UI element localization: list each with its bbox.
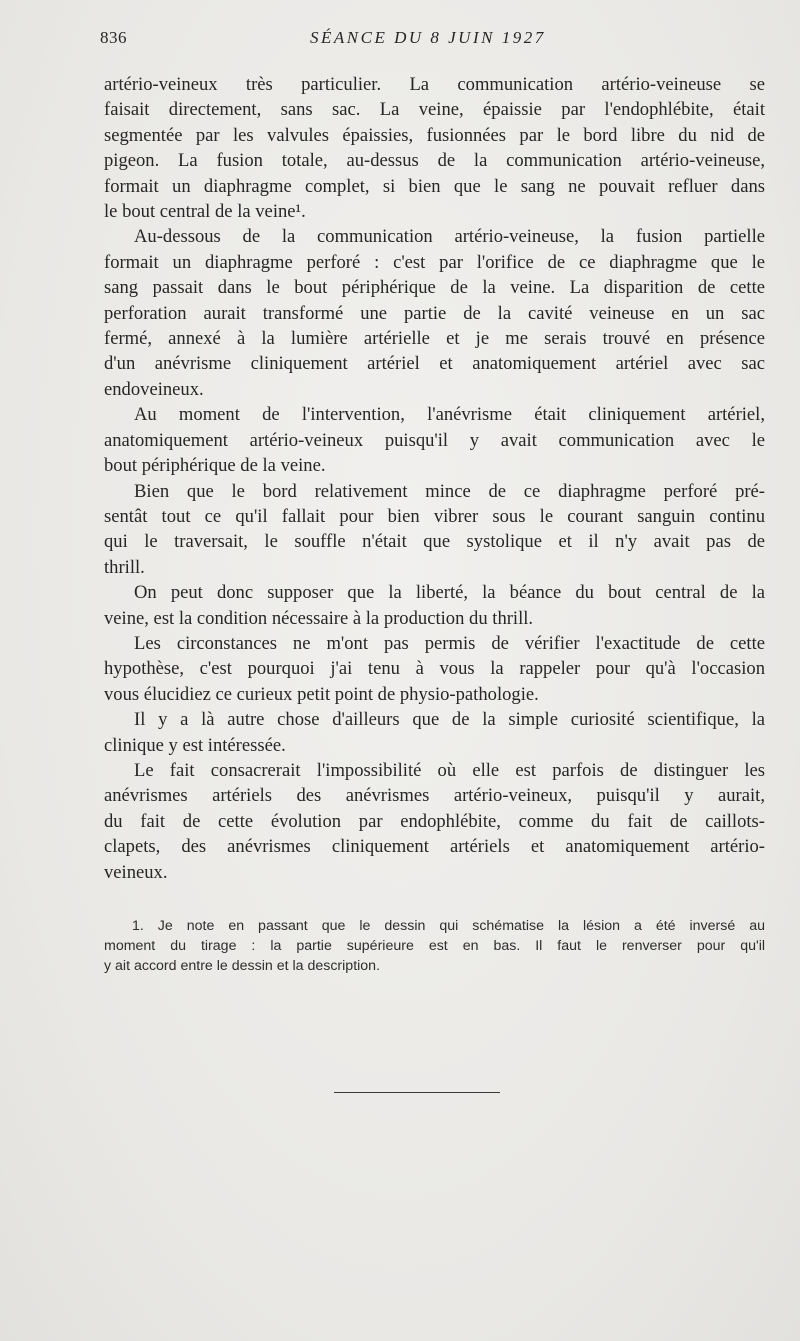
text-line: fermé, annexé à la lumière artérielle et je me serais trouvé en présence	[104, 328, 765, 350]
text-line: Bien que le bord relativement mince de ce diaphragme perforé pré-	[134, 480, 765, 502]
text-line: d'un anévrisme cliniquement artériel et anatomiquement artériel avec sac	[104, 353, 765, 375]
text-line: Il y a là autre chose d'ailleurs que de la simple curiosité scientifique, la	[134, 709, 765, 731]
text-line: formait un diaphragme complet, si bien que le sang ne pouvait refluer dans	[104, 175, 765, 197]
text-line: clapets, des anévrismes cliniquement artériels et anatomiquement artério-	[104, 836, 765, 858]
text-line: sang passait dans le bout périphérique de la veine. La disparition de cette	[104, 277, 765, 299]
running-title: SÉANCE DU 8 JUIN 1927	[310, 28, 546, 47]
text-line: du fait de cette évolution par endophlébite, comme du fait de caillots-	[104, 810, 765, 832]
text-line: thrill.	[104, 556, 145, 578]
text-line: faisait directement, sans sac. La veine, épaissie par l'endophlébite, était	[104, 99, 765, 121]
text-line: perforation aurait transformé une partie de la cavité veineuse en un sac	[104, 302, 765, 324]
text-line: veine, est la condition nécessaire à la production du thrill.	[104, 607, 534, 629]
page-number: 836	[100, 28, 127, 47]
text-line: clinique y est intéressée.	[104, 734, 286, 756]
footnote-line: y ait accord entre le dessin et la description.	[104, 958, 381, 974]
body-text	[104, 72, 765, 885]
text-line: qui le traversait, le souffle n'était que systolique et il n'y avait pas de	[104, 531, 765, 553]
footnote-line: moment du tirage : la partie supérieure est en bas. Il faut le renverser pour qu'il	[104, 938, 765, 954]
text-line: Les circonstances ne m'ont pas permis de vérifier l'exactitude de cette	[134, 632, 765, 654]
text-line: anatomiquement artério-veineux puisqu'il y avait communication avec le	[104, 429, 765, 451]
footnote	[104, 916, 765, 976]
text-line: pigeon. La fusion totale, au-dessus de la communication artério-veineuse,	[104, 150, 765, 172]
text-line: anévrismes artériels des anévrismes artério-veineux, puisqu'il y aurait,	[104, 785, 765, 807]
text-line: vous élucidiez ce curieux petit point de physio-pathologie.	[104, 683, 539, 705]
text-line: bout périphérique de la veine.	[104, 455, 326, 477]
text-line: Le fait consacrerait l'impossibilité où elle est parfois de distinguer les	[134, 759, 765, 781]
text-line: endoveineux.	[104, 378, 204, 400]
text-line: veineux.	[104, 861, 168, 883]
footnote-line: 1. Je note en passant que le dessin qui schématise la lésion a été inversé au	[132, 918, 765, 934]
text-line: On peut donc supposer que la liberté, la béance du bout central de la	[134, 582, 765, 604]
text-line: segmentée par les valvules épaissies, fusionnées par le bord libre du nid de	[104, 124, 765, 146]
text-line: hypothèse, c'est pourquoi j'ai tenu à vous la rappeler pour qu'à l'occasion	[104, 658, 765, 680]
page-header	[100, 28, 766, 54]
text-line: le bout central de la veine¹.	[104, 201, 306, 223]
text-line: formait un diaphragme perforé : c'est par l'orifice de ce diaphragme que le	[104, 251, 765, 273]
text-line: Au moment de l'intervention, l'anévrisme était cliniquement artériel,	[134, 404, 765, 426]
text-line: artério-veineux très particulier. La communication artério-veineuse se	[104, 74, 765, 95]
text-line: Au-dessous de la communication artério-veineuse, la fusion partielle	[134, 226, 765, 248]
text-line: sentât tout ce qu'il fallait pour bien vibrer sous le courant sanguin continu	[104, 505, 765, 527]
end-rule	[334, 1092, 500, 1093]
